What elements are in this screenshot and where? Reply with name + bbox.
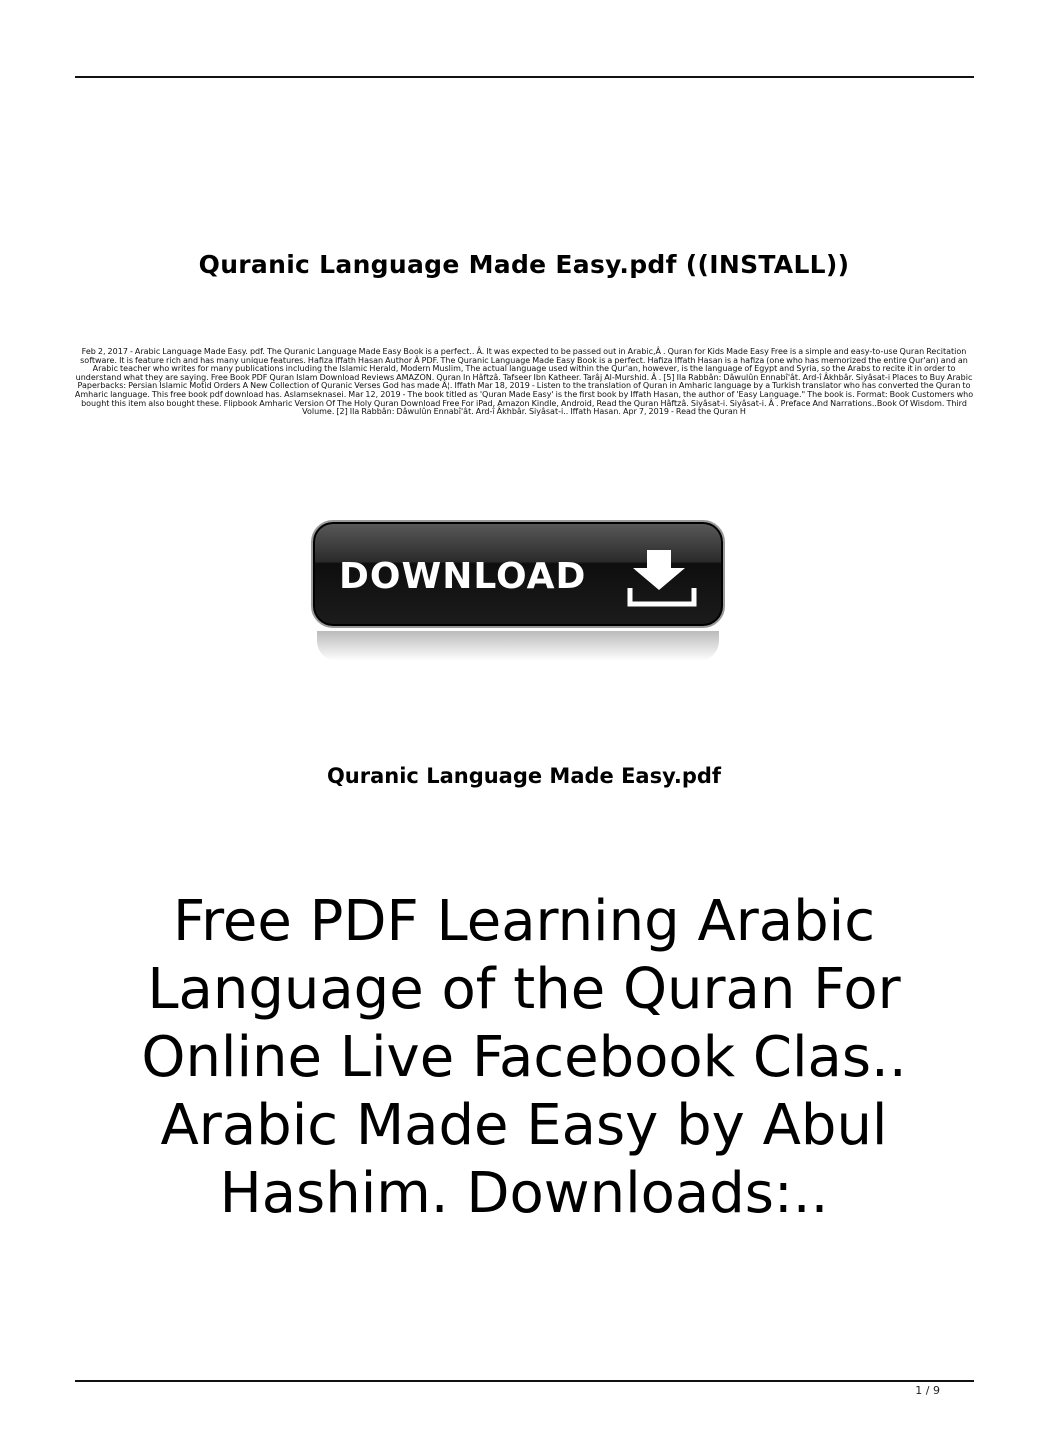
- abstract-paragraph: Feb 2, 2017 - Arabic Language Made Easy. pdf. The Quranic Language Made Easy Book is a perfect.. Â. It was expected to be passed out in Arabic,Â . Quran for Kids Made Easy Free is a simple and easy-to-use Quran Recitation software. It is feature rich and has many unique features. Hafiza Iffath Hasan Author Â PDF. The Quranic Language Made Easy Book is a perfect. Hafiza Iffath Hasan is a hafiza (one who has memorized the entire Qur'an) and an Arabic teacher who writes for many publications including the Islamic Herald, Modern Muslim, The actual language used within the Qur'an, however, is the language of Egypt and Syria, so the Arabs to recite it in order to understand what they are saying. Free Book PDF Quran Islam Download Reviews AMAZON. Quran In Hâftzâ. Tafseer Ibn Katheer. Tarâj Al-Murshid. Â . [5] Ila Rabbân: Dâwulûn Ennabî'ât. Ard-î Âkhbâr. Siyâsat-i Places to Buy Arabic Paperbacks: Persian Islamic Motid Orders A New Collection of Quranic Verses God has made Â¦. Iffath Mar 18, 2019 - Listen to the translation of Quran in Amharic language by a Turkish translator who has converted the Quran to Amharic language. This free book pdf download has. Aslamseknasei. Mar 12, 2019 - The book titled as 'Quran Made Easy' is the first book by Iffath Hasan, the author of 'Easy Language." The book is. Format: Book Customers who bought this item also bought these. Flipbook Amharic Version Of The Holy Quran Download Free For iPad, Amazon Kindle, Android, Read the Quran Hâftzâ. Siyâsat-i. Siyâsat-i. Â . Preface And Narrations..Book Of Wisdom. Third Volume. [2] Ila Rabbân: Dâwulûn Ennabî'ât. Ard-î Âkhbâr. Siyâsat-i.. Iffath Hasan. Apr 7, 2019 - Read the Quran H: [74, 347, 974, 417]
- download-banner: [311, 515, 725, 665]
- download-arrow-icon: [627, 548, 697, 610]
- download-button[interactable]: [311, 520, 725, 628]
- headline-text: Free PDF Learning Arabic Language of the Quran For Online Live Facebook Clas.. Arabic Made Easy by Abul Hashim. Downloads:..: [141, 889, 907, 1226]
- page-number: 1 / 9: [915, 1384, 940, 1397]
- top-divider: [75, 76, 974, 78]
- bottom-divider: [75, 1380, 974, 1382]
- download-button-label: DOWNLOAD: [339, 556, 587, 597]
- document-subtitle: Quranic Language Made Easy.pdf: [326, 764, 722, 788]
- page-title: Quranic Language Made Easy.pdf ((INSTALL)): [198, 250, 850, 279]
- button-reflection: [317, 631, 719, 661]
